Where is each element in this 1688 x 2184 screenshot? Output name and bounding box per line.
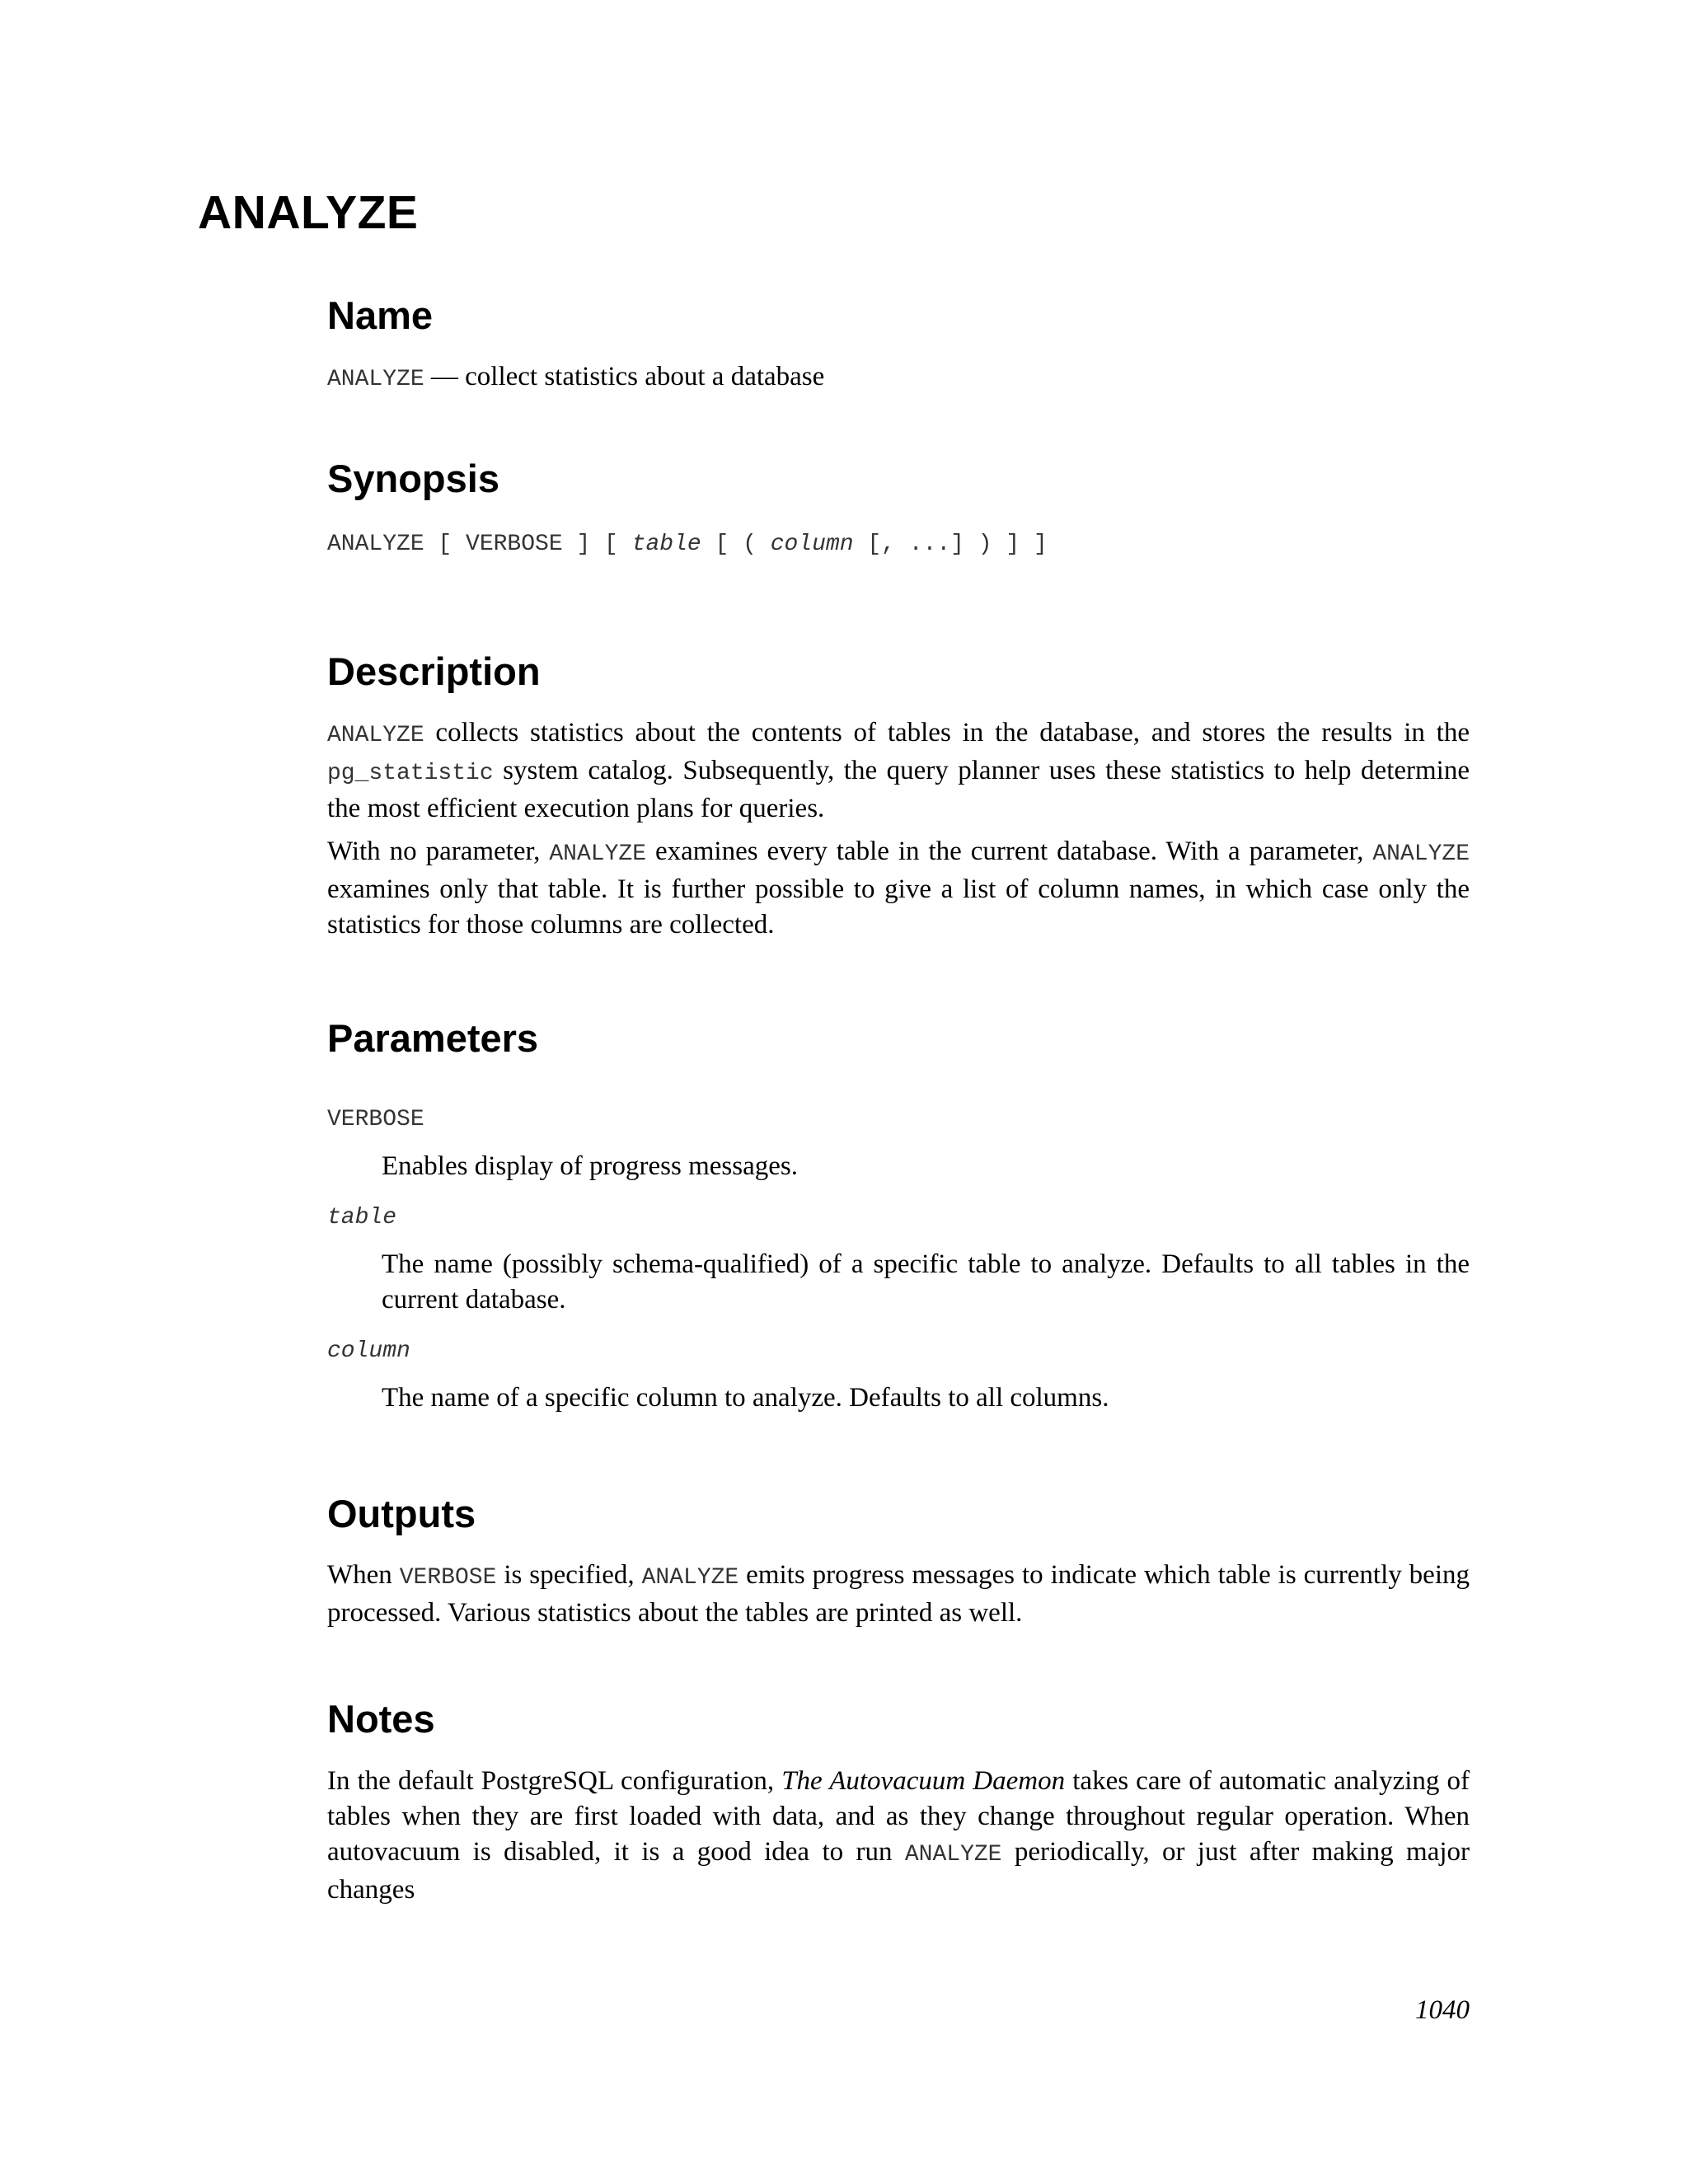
name-heading: Name [327,293,434,337]
outputs-text-c: emits progress messages to indicate which table is currently being processed. Various statistics about the tables are printed as well. [327,1560,1470,1628]
description-p2-text-b: examines every table in the current database. With a parameter, [646,837,1373,866]
outputs-text-a: When [327,1560,400,1590]
description-heading: Description [327,649,541,693]
description-p2-command-1: ANALYZE [549,841,646,867]
description-paragraph-2 [327,834,1470,943]
parameter-definition-verbose: Enables display of progress messages. [382,1151,798,1181]
notes-text-c: periodically, or just after making major changes [327,1837,1470,1905]
name-summary: — collect statistics about a database [424,362,825,391]
synopsis-code [327,528,1048,561]
synopsis-arg-column: column [770,532,854,557]
page-number: 1040 [1415,1995,1470,2025]
outputs-text-b: is specified, [496,1560,642,1590]
description-p2-command-2: ANALYZE [1372,841,1470,867]
synopsis-part1: ANALYZE [ VERBOSE ] [ [327,532,632,557]
name-line [327,359,1470,397]
notes-command: ANALYZE [904,1842,1002,1868]
parameter-term-column: column [327,1338,410,1364]
notes-paragraph [327,1764,1470,1908]
parameter-term-verbose: VERBOSE [327,1107,424,1132]
description-p2-text-c: examines only that table. It is further possible to give a list of column names, in which case only the statistics for those columns are collected. [327,874,1470,940]
outputs-command: ANALYZE [641,1565,739,1591]
synopsis-arg-table: table [631,532,701,557]
notes-text-a: In the default PostgreSQL configuration, [327,1766,782,1796]
description-p1-text-a: collects statistics about the contents of tables in the database, and stores the results in the [424,718,1470,748]
parameters-heading: Parameters [327,1016,539,1060]
description-p1-catalog: pg_statistic [327,761,494,786]
outputs-verbose: VERBOSE [399,1565,497,1591]
synopsis-heading: Synopsis [327,457,499,500]
description-paragraph-1 [327,715,1470,827]
description-p1-command: ANALYZE [327,723,424,748]
name-command: ANALYZE [327,367,424,392]
parameter-definition-column: The name of a specific column to analyze. Defaults to all columns. [382,1383,1109,1413]
description-p1-text-b: system catalog. Subsequently, the query planner uses these statistics to help determine the most efficient execution plans for queries. [327,756,1470,823]
parameter-definition-table: The name (possibly schema-qualified) of a specific table to analyze. Defaults to all tables in the current database. [382,1249,1470,1315]
outputs-heading: Outputs [327,1492,476,1535]
synopsis-part3: [, ...] ) ] ] [853,532,1048,557]
parameter-term-table: table [327,1205,397,1230]
notes-heading: Notes [327,1697,435,1741]
outputs-paragraph [327,1558,1470,1631]
notes-text-b: takes care of automatic analyzing of tables when they are first loaded with data, and as they change throughout regular operation. When autovacuum is disabled, it is a good idea to run [327,1766,1470,1867]
notes-autovacuum-link[interactable]: The Autovacuum Daemon [781,1766,1066,1796]
synopsis-part2: [ ( [701,532,771,557]
description-p2-text-a: With no parameter, [327,837,550,866]
page-title: ANALYZE [198,186,419,239]
